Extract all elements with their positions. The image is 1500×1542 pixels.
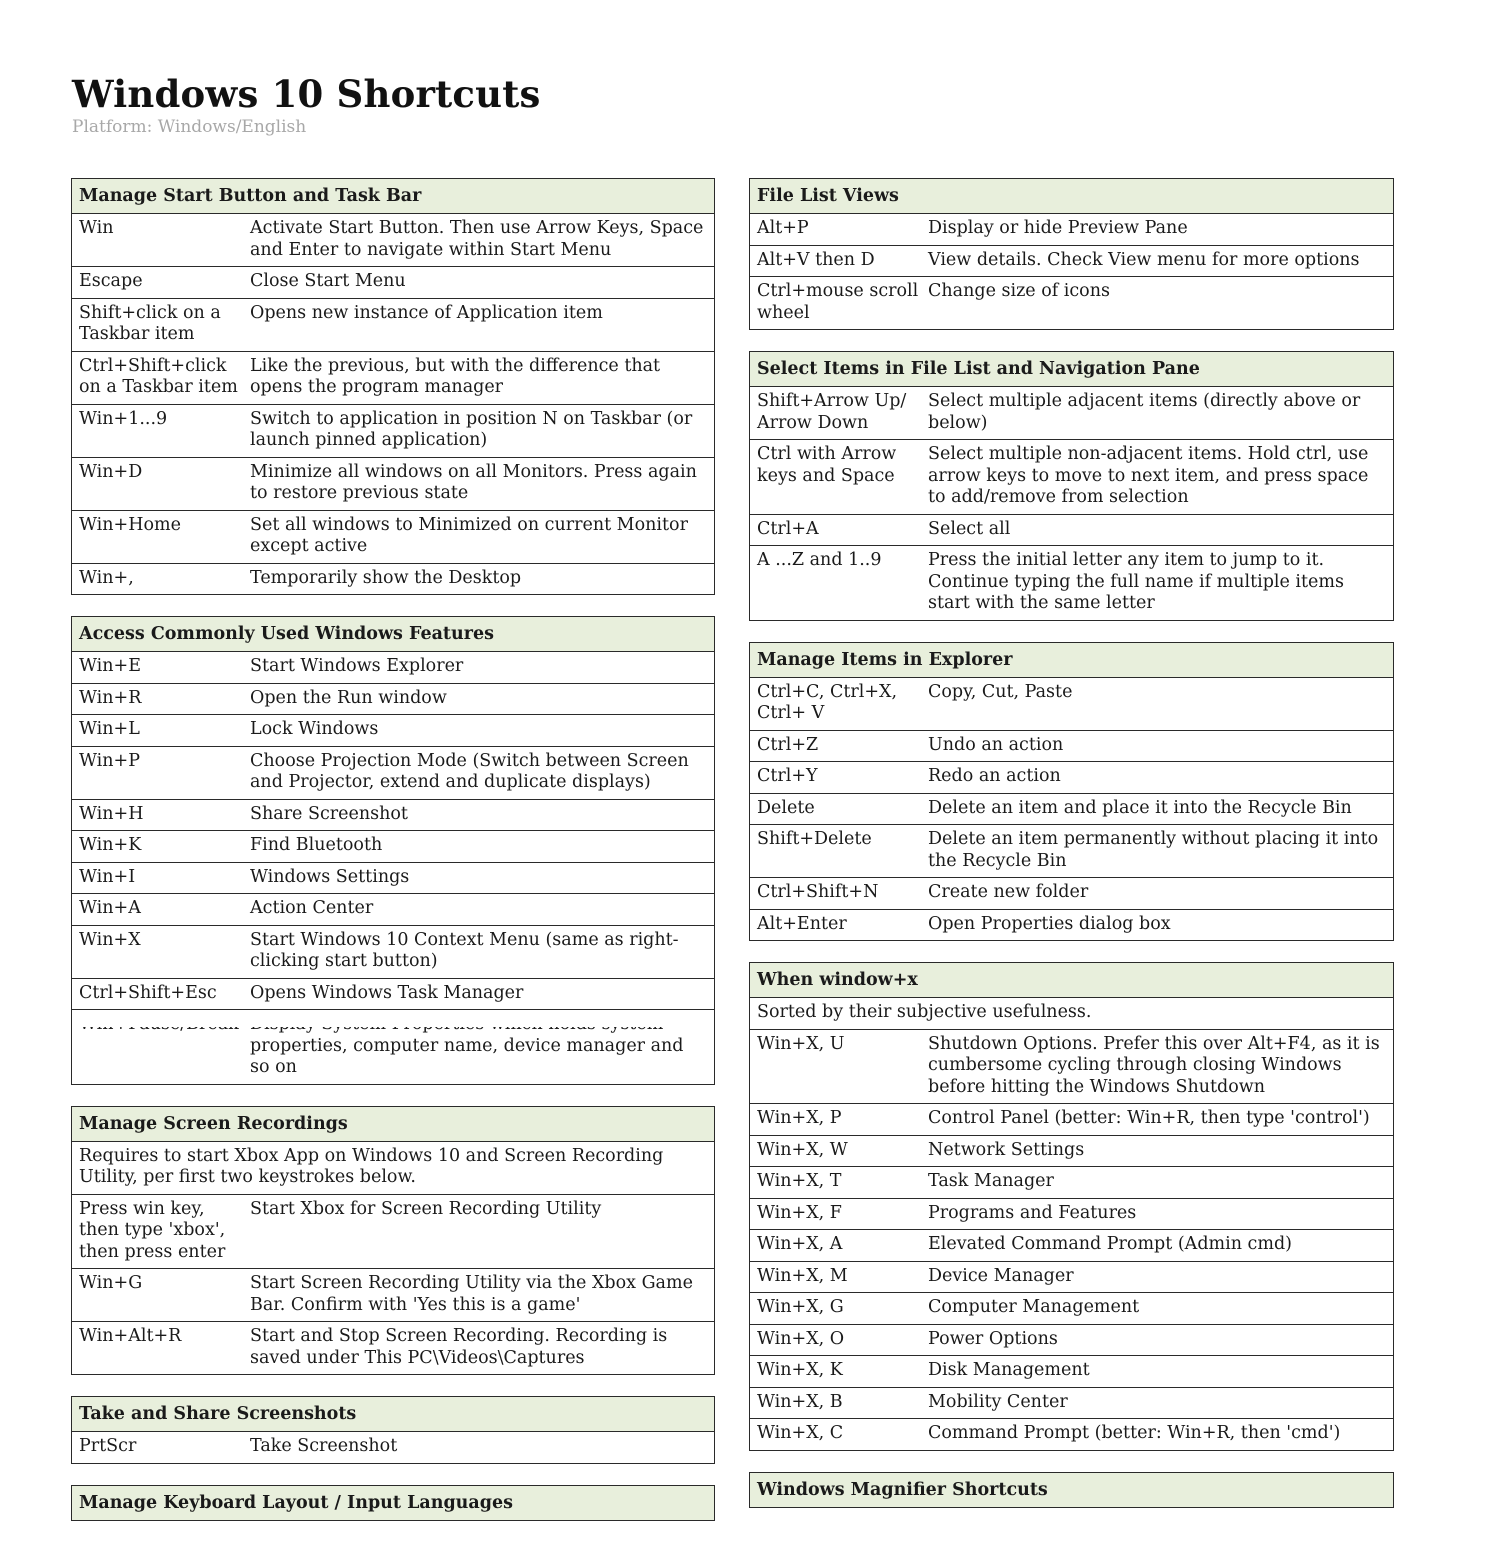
shortcut-description: Display or hide Preview Pane xyxy=(928,218,1188,238)
shortcut-row xyxy=(72,979,714,1011)
shortcut-description: Minimize all windows on all Monitors. Press again to restore previous state xyxy=(250,461,697,503)
shortcut-key: Delete xyxy=(757,797,815,818)
section-manage-screen-recordings xyxy=(71,1106,715,1376)
shortcut-description: Change size of icons xyxy=(928,281,1110,301)
shortcut-description: Device Manager xyxy=(928,1265,1074,1286)
shortcut-description: Start Windows 10 Context Menu (same as right-clicking start button) xyxy=(250,929,679,971)
section-header: Manage Start Button and Task Bar xyxy=(72,179,714,214)
shortcut-key: Win+1...9 xyxy=(79,408,168,429)
shortcut-row xyxy=(72,715,714,747)
shortcut-key: Escape xyxy=(79,271,143,291)
shortcut-row xyxy=(750,1325,1393,1357)
shortcut-key: Alt+V then D xyxy=(757,249,875,270)
shortcut-description: Switch to application in position N on Taskbar (or launch pinned application) xyxy=(250,408,693,450)
shortcut-key: Win+X, B xyxy=(757,1391,843,1412)
shortcut-key: Win+, xyxy=(79,567,134,588)
shortcut-key: Win+X, U xyxy=(757,1033,845,1054)
shortcut-row xyxy=(72,458,714,511)
section-select-items-in-file-list-and-navigation-pane xyxy=(749,351,1394,621)
shortcut-key: Win+X, T xyxy=(757,1171,842,1191)
section-header: Select Items in File List and Navigation Pane xyxy=(750,352,1393,387)
section-header: File List Views xyxy=(750,179,1393,214)
shortcut-row xyxy=(72,863,714,895)
shortcut-key: Win+K xyxy=(79,835,142,855)
shortcut-row xyxy=(750,1104,1393,1136)
shortcut-description: Lock Windows xyxy=(250,719,379,739)
shortcut-key: Win+X, W xyxy=(757,1139,848,1160)
shortcut-key: Ctrl+Y xyxy=(757,766,818,786)
shortcut-row xyxy=(750,246,1393,278)
shortcut-key: Shift+Delete xyxy=(757,829,872,849)
shortcut-row xyxy=(750,1136,1393,1168)
shortcut-row xyxy=(750,825,1393,878)
shortcut-key: Ctrl+A xyxy=(757,518,819,539)
shortcut-row xyxy=(72,831,714,863)
shortcut-row xyxy=(72,894,714,926)
shortcut-description: Opens new instance of Application item xyxy=(250,302,603,323)
shortcut-key: Win+X, P xyxy=(757,1108,842,1128)
section-header: When window+x xyxy=(750,963,1393,998)
shortcut-row xyxy=(72,1195,714,1270)
shortcut-description: Disk Management xyxy=(928,1360,1090,1380)
page-subtitle: Platform: Windows/English xyxy=(72,117,307,137)
shortcut-key: Win+L xyxy=(79,719,140,739)
left-column xyxy=(71,178,715,1542)
shortcut-row xyxy=(72,800,714,832)
shortcut-description: Start and Stop Screen Recording. Recording is saved under This PC\Videos\Captures xyxy=(250,1326,668,1368)
shortcut-description: Open Properties dialog box xyxy=(928,913,1171,934)
shortcut-description: Network Settings xyxy=(928,1139,1085,1160)
shortcut-row xyxy=(750,277,1393,329)
shortcut-key: Win+Alt+R xyxy=(79,1326,182,1346)
shortcut-key: Win+I xyxy=(79,866,136,887)
shortcut-description: Start Screen Recording Utility via the Xbox Game Bar. Confirm with 'Yes this is a game' xyxy=(250,1273,693,1315)
shortcut-key: Win+P xyxy=(79,750,140,771)
section-note: Requires to start Xbox App on Windows 10 and Screen Recording Utility, per first two keystrokes below. xyxy=(72,1142,714,1195)
section-windows-magnifier-shortcuts xyxy=(749,1472,1394,1508)
shortcut-description: Power Options xyxy=(928,1328,1058,1349)
shortcut-row xyxy=(750,1199,1393,1231)
shortcut-row xyxy=(72,652,714,684)
shortcut-row xyxy=(72,747,714,800)
section-manage-items-in-explorer xyxy=(749,642,1394,942)
shortcut-key: Press win key, then type 'xbox', then press enter xyxy=(79,1198,226,1262)
shortcut-row xyxy=(750,515,1393,547)
shortcut-description: Programs and Features xyxy=(928,1202,1137,1223)
page-break-mask xyxy=(72,1010,714,1027)
shortcut-description: Start Windows Explorer xyxy=(250,656,464,676)
shortcut-row xyxy=(72,684,714,716)
shortcut-key: Ctrl+mouse scroll wheel xyxy=(757,281,919,323)
shortcut-key: Alt+P xyxy=(757,218,809,238)
shortcut-key: Win+X, K xyxy=(757,1360,843,1380)
shortcut-key: A ...Z and 1..9 xyxy=(757,550,882,570)
shortcut-row xyxy=(72,405,714,458)
shortcut-row xyxy=(750,1419,1393,1450)
shortcut-description: Copy, Cut, Paste xyxy=(928,681,1073,702)
shortcut-row xyxy=(750,1262,1393,1294)
shortcut-description: Start Xbox for Screen Recording Utility xyxy=(250,1198,602,1219)
shortcut-row xyxy=(750,731,1393,763)
section-header: Take and Share Screenshots xyxy=(72,1397,714,1432)
shortcut-key: Win xyxy=(79,218,114,238)
shortcut-description: Share Screenshot xyxy=(250,803,408,824)
shortcut-description: Delete an item and place it into the Recycle Bin xyxy=(928,797,1352,818)
section-header: Manage Items in Explorer xyxy=(750,643,1393,678)
shortcut-key: Win+H xyxy=(79,803,144,824)
shortcut-row xyxy=(750,910,1393,941)
shortcut-row xyxy=(750,794,1393,826)
section-access-commonly-used-windows-features xyxy=(71,616,715,1085)
shortcut-row xyxy=(72,352,714,405)
shortcut-row xyxy=(72,1432,714,1463)
section-note: Sorted by their subjective usefulness. xyxy=(750,998,1393,1030)
shortcut-row xyxy=(72,1010,714,1084)
section-file-list-views xyxy=(749,178,1394,330)
shortcut-description: Shutdown Options. Prefer this over Alt+F4, as it is cumbersome cycling through closing Windows before hitting the Windows Shutdown xyxy=(928,1033,1380,1097)
shortcut-key: Ctrl+Shift+click on a Taskbar item xyxy=(79,355,238,397)
section-header: Access Commonly Used Windows Features xyxy=(72,617,714,652)
shortcut-description: Take Screenshot xyxy=(250,1436,398,1456)
section-header: Manage Screen Recordings xyxy=(72,1107,714,1142)
shortcut-row xyxy=(750,678,1393,731)
shortcut-row xyxy=(72,299,714,352)
section-take-and-share-screenshots xyxy=(71,1396,715,1464)
shortcut-key: Win+E xyxy=(79,656,141,676)
shortcut-row xyxy=(750,546,1393,620)
shortcut-key: Ctrl+C, Ctrl+X, Ctrl+ V xyxy=(757,681,898,723)
section-header: Manage Keyboard Layout / Input Languages xyxy=(72,1486,714,1520)
section-manage-keyboard-layout-input-languages xyxy=(71,1485,715,1521)
shortcut-description: Select all xyxy=(928,518,1011,539)
page-title: Windows 10 Shortcuts xyxy=(72,72,541,116)
shortcut-key: Win+A xyxy=(79,898,141,918)
shortcut-key: Shift+click on a Taskbar item xyxy=(79,302,221,344)
shortcut-description: Computer Management xyxy=(928,1297,1140,1317)
section-when-window-x xyxy=(749,962,1394,1451)
shortcut-row xyxy=(750,440,1393,515)
shortcut-row xyxy=(750,878,1393,910)
shortcut-row xyxy=(750,214,1393,246)
shortcut-row xyxy=(72,511,714,564)
shortcut-row xyxy=(72,214,714,267)
shortcut-description: Action Center xyxy=(250,898,374,918)
shortcut-key: Ctrl+Z xyxy=(757,734,819,755)
shortcut-key: PrtScr xyxy=(79,1436,137,1456)
shortcut-key: Win+G xyxy=(79,1273,143,1293)
shortcut-key: Win+X xyxy=(79,929,141,950)
shortcut-description: Windows Settings xyxy=(250,866,410,887)
shortcut-description: properties, computer name, device manager and so on xyxy=(250,1035,684,1077)
shortcut-description: Set all windows to Minimized on current Monitor except active xyxy=(250,514,688,556)
shortcut-description: Select multiple adjacent items (directly above or below) xyxy=(928,391,1361,433)
shortcut-row xyxy=(750,1293,1393,1325)
shortcut-description: Task Manager xyxy=(928,1171,1054,1191)
shortcut-row xyxy=(750,1030,1393,1105)
shortcut-row xyxy=(750,762,1393,794)
section-header: Windows Magnifier Shortcuts xyxy=(750,1473,1393,1507)
shortcut-row xyxy=(750,1167,1393,1199)
shortcut-row xyxy=(72,564,714,595)
shortcut-key: Ctrl+Shift+Esc xyxy=(79,982,217,1003)
shortcut-row xyxy=(72,1322,714,1374)
shortcut-description: Mobility Center xyxy=(928,1391,1068,1412)
shortcut-description: Create new folder xyxy=(928,882,1089,902)
shortcut-row xyxy=(72,926,714,979)
shortcut-key: Alt+Enter xyxy=(757,913,847,934)
shortcut-description: Close Start Menu xyxy=(250,271,406,291)
shortcut-description: Delete an item permanently without placing it into the Recycle Bin xyxy=(928,829,1379,871)
shortcut-key: Win+R xyxy=(79,687,142,708)
shortcut-description: Redo an action xyxy=(928,766,1061,786)
shortcut-description: Press the initial letter any item to jump to it. Continue typing the full name if multiple items start with the same letter xyxy=(928,550,1344,613)
shortcut-row xyxy=(750,1230,1393,1262)
shortcut-description: View details. Check View menu for more options xyxy=(928,249,1360,270)
shortcut-row xyxy=(72,267,714,299)
shortcut-key: Win+X, G xyxy=(757,1297,844,1317)
shortcut-description: Elevated Command Prompt (Admin cmd) xyxy=(928,1234,1292,1254)
shortcut-description: Open the Run window xyxy=(250,687,447,708)
shortcut-description: Select multiple non-adjacent items. Hold ctrl, use arrow keys to move to next item, and press space to add/remove from selection xyxy=(928,444,1369,507)
shortcut-description: Control Panel (better: Win+R, then type 'control') xyxy=(928,1108,1370,1128)
shortcut-description: Temporarily show the Desktop xyxy=(250,567,522,588)
shortcut-key: Win+X, M xyxy=(757,1265,848,1286)
shortcut-key: Shift+Arrow Up/ Arrow Down xyxy=(757,391,907,433)
shortcut-key: Ctrl+Shift+N xyxy=(757,882,879,902)
shortcut-description: Like the previous, but with the difference that opens the program manager xyxy=(250,355,661,397)
shortcut-key: Win+X, O xyxy=(757,1328,845,1349)
shortcut-row xyxy=(72,1269,714,1322)
shortcut-row xyxy=(750,1388,1393,1420)
shortcut-key: Win+D xyxy=(79,461,143,482)
shortcut-key: Win+X, C xyxy=(757,1423,844,1443)
shortcut-row xyxy=(750,387,1393,440)
shortcut-description: Undo an action xyxy=(928,734,1064,755)
shortcut-key: Win+X, A xyxy=(757,1234,843,1254)
shortcut-description: Find Bluetooth xyxy=(250,835,383,855)
shortcut-key: Win+X, F xyxy=(757,1202,842,1223)
shortcut-row xyxy=(750,1356,1393,1388)
shortcut-key: Ctrl with Arrow keys and Space xyxy=(757,444,897,486)
right-column xyxy=(749,178,1394,1529)
section-manage-start-button-and-task-bar xyxy=(71,178,715,595)
shortcut-description: Opens Windows Task Manager xyxy=(250,982,524,1003)
shortcut-key: Win+Home xyxy=(79,514,181,535)
shortcut-description: Choose Projection Mode (Switch between Screen and Projector, extend and duplicate displays) xyxy=(250,750,689,792)
shortcut-description: Command Prompt (better: Win+R, then 'cmd') xyxy=(928,1423,1341,1443)
shortcut-description: Activate Start Button. Then use Arrow Keys, Space and Enter to navigate within Start Menu xyxy=(250,218,704,260)
